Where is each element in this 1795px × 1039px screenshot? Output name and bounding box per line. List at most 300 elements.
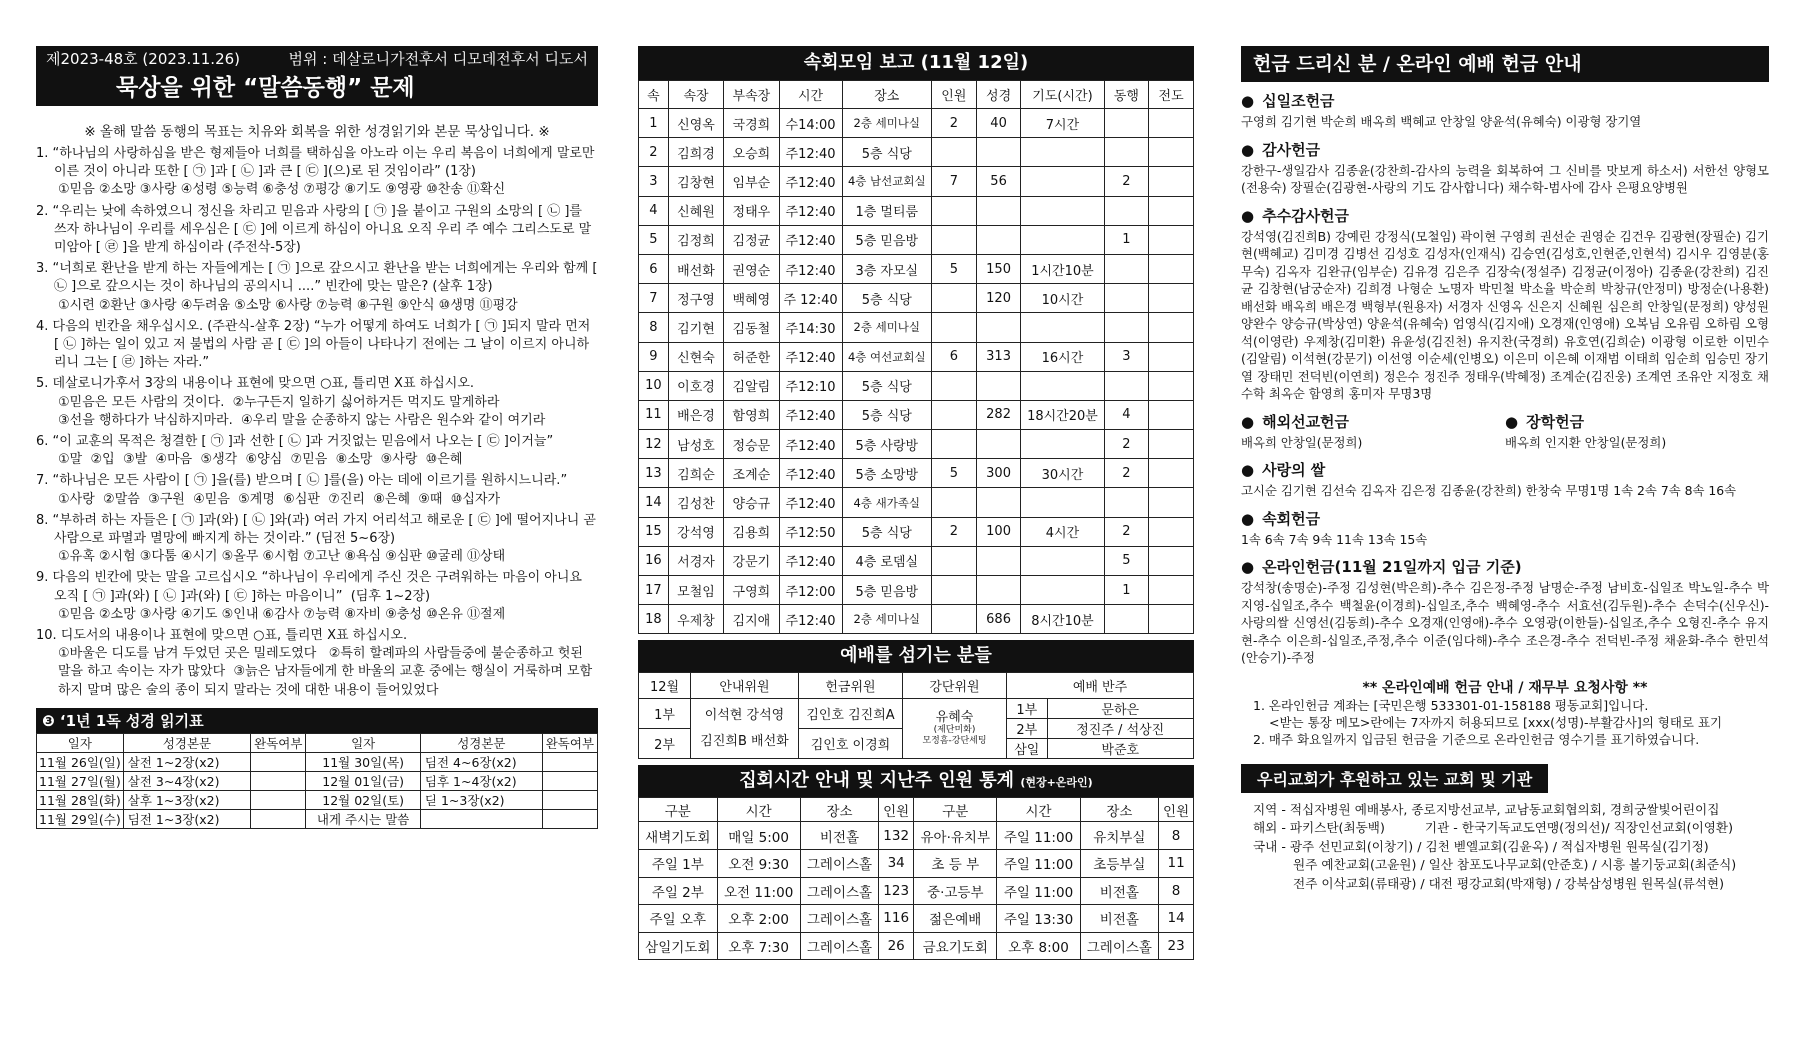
meeting-cell [976, 488, 1021, 517]
schedule-cell: 23 [1159, 932, 1194, 960]
meeting-cell: 5 [1104, 546, 1149, 575]
meeting-cell [1021, 430, 1104, 459]
meeting-cell [1149, 488, 1194, 517]
reading-cell [251, 771, 306, 790]
meeting-cell [976, 546, 1021, 575]
meeting-cell [1021, 167, 1104, 196]
usher-week2: 김진희B 배선화 [700, 733, 789, 749]
schedule-header-cell: 시간 [997, 798, 1080, 822]
reading-cell: 딤전 4~6장(x2) [420, 752, 542, 771]
meeting-cell: 56 [976, 167, 1021, 196]
meeting-cell: 2 [1104, 459, 1149, 488]
meeting-cell [976, 371, 1021, 400]
meeting-cell [1149, 167, 1194, 196]
schedule-cell: 유아·유치부 [914, 822, 997, 850]
meeting-cell: 1 [1104, 576, 1149, 605]
question-text: 6. “이 교훈의 목적은 청결한 [ ㉠ ]과 선한 [ ㉡ ]과 거짓없는 믿음에서 나오는 [ ㉢ ]이거늘” [36, 434, 554, 450]
table-row [639, 167, 1194, 196]
reading-cell: 딛 1~3장(x2) [420, 790, 542, 809]
meeting-cell: 8시간10분 [1021, 605, 1104, 634]
offering-week1: 김인호 김진희A [799, 699, 903, 729]
offering-header: 헌금 드리신 분 / 온라인 예배 헌금 안내 [1241, 46, 1769, 82]
meeting-cell: 김희경 [668, 138, 723, 167]
meeting-cell [1104, 109, 1149, 138]
question-text: 5. 데살로니가후서 3장의 내용이나 표현에 맞으면 ○표, 틀리면 X표 하십시오. [36, 376, 475, 392]
meeting-cell: 주12:00 [779, 576, 842, 605]
table-row [639, 932, 1194, 960]
offering-section [1241, 460, 1769, 500]
meeting-cell [1104, 284, 1149, 313]
schedule-cell: 비전홀 [800, 822, 879, 850]
question-text: 10. 디도서의 내용이나 표현에 맞으면 ○표, 틀리면 X표 하십시오. [36, 628, 408, 644]
reading-header-cell: 완독여부 [542, 733, 597, 752]
meeting-cell: 40 [976, 109, 1021, 138]
meeting-header-cell: 인원 [932, 81, 977, 109]
schedule-cell: 젊은예배 [914, 905, 997, 933]
support-title: 우리교회가 후원하고 있는 교회 및 기관 [1241, 764, 1548, 793]
meeting-cell: 김정희 [668, 225, 723, 254]
issue-number: 제2023-48호 (2023.11.26) [46, 50, 241, 68]
offering-title: ● 온라인헌금(11월 21일까지 입금 기준) [1241, 557, 1769, 577]
meeting-cell [932, 546, 977, 575]
schedule-cell: 새벽기도회 [639, 822, 718, 850]
offering-names: 강석영(김진희B) 강예린 강정식(모철임) 곽이현 구영희 권선순 권영순 김건우 김광현(장필순) 김기현(백혜교) 김미경 김병선 김성호 김성자(인재식) 김승연(김성호,인현준,인현석) 김시우 김영분(홍무숙) 김옥자 김완규(임부순) 김유경 김은주 김장숙(정설주) 김정균(이정아) 김종윤(강찬희) 김진균 김창현(남궁순자) 김희경 나형순 노명자 박민철 박소율 박순희 박창규(안정미) 방정순(나용환) 배선화 배옥희 배은경 백형부(원용자) 서경자 신영옥 신은지 신혜원 심은희 안창일(문정희) 양성원 양완수 양승규(박상연) 양윤석(유혜숙) 엄영식(김지애) 오경재(인영애) 오복님 오유림 오하림 오형석(이영란) 우제창(김미환) 유윤성(김진천) 유지찬(국경희) 유호연(김희순) 이광형 이로한 이민수(김알림) 이석현(강문기) 이선영 이순세(인병오) 이은미 이은혜 이재범 이태희 임순희 임승민 장기열 장태민 전덕빈(이연희) 정은수 정진주 정태우(박혜정) 조계순(김진웅) 조계연 조유안 지정호 채수학 최옥순 함영희 홍미자 무명3명 [1241, 228, 1769, 401]
meeting-cell [1104, 196, 1149, 225]
meeting-cell [1149, 517, 1194, 546]
offering-sections [1241, 91, 1769, 667]
meeting-cell [932, 284, 977, 313]
meeting-cell: 3 [639, 167, 669, 196]
schedule-cell: 11 [1159, 849, 1194, 877]
table-row [639, 400, 1194, 429]
meeting-cell: 4 [1104, 400, 1149, 429]
meeting-cell: 모철임 [668, 576, 723, 605]
meeting-cell [1104, 138, 1149, 167]
meeting-header-cell: 성경 [976, 81, 1021, 109]
reading-cell: 11월 29일(수) [37, 809, 124, 828]
offering-names: 강한구-생일감사 김종윤(강찬희-감사의 능력을 회복하여 그 신비를 맛보게 하소서) 서한선 양형모(전용숙) 장필순(김광현-사랑의 기도 감사합니다) 채수학-범사에 감사 은평요양병원 [1241, 162, 1769, 195]
middle-column [638, 46, 1194, 960]
schedule-cell: 삼일기도회 [639, 932, 718, 960]
table-row [37, 809, 598, 828]
meeting-cell [1149, 459, 1194, 488]
reading-cell: 11월 30일(목) [306, 752, 421, 771]
meeting-cell: 30시간 [1021, 459, 1104, 488]
table-row [639, 225, 1194, 254]
meeting-cell: 김지애 [724, 605, 779, 634]
meeting-cell: 5 [639, 225, 669, 254]
meeting-cell: 5 [932, 459, 977, 488]
acc-label-3: 삼일 [1007, 739, 1047, 759]
servers-week1: 1부 [639, 699, 691, 729]
meeting-header-cell: 장소 [842, 81, 931, 109]
support-item: 원주 예찬교회(고윤원) / 일산 참포도나무교회(안준호) / 시흥 볼기둥교회(최준식) [1253, 857, 1737, 872]
meeting-cell: 5층 식당 [842, 371, 931, 400]
table-row [639, 196, 1194, 225]
table-row [639, 459, 1194, 488]
meeting-cell: 주12:40 [779, 459, 842, 488]
meeting-header-cell: 부속장 [724, 81, 779, 109]
meeting-cell [932, 225, 977, 254]
meeting-cell: 2층 세미나실 [842, 109, 931, 138]
meeting-cell [1149, 430, 1194, 459]
meeting-cell: 구영희 [724, 576, 779, 605]
meeting-cell: 4층 여선교회실 [842, 342, 931, 371]
reading-cell: 살전 1~2장(x2) [123, 752, 250, 771]
question-options: ①시련 ②환난 ③사랑 ④두려움 ⑤소망 ⑥사랑 ⑦능력 ⑧구원 ⑨안식 ⑩생명 ⑪평강 [58, 297, 518, 313]
meeting-cell: 100 [976, 517, 1021, 546]
reading-cell [251, 790, 306, 809]
schedule-cell: 그레이스홀 [800, 849, 879, 877]
question-item [36, 627, 598, 700]
table-row [639, 905, 1194, 933]
question-text: 7. “하나님은 모든 사람이 [ ㉠ ]을(를) 받으며 [ ㉡ ]를(을) 아는 데에 이르기를 원하시느니라.” [36, 473, 568, 489]
schedule-cell: 주일 오후 [639, 905, 718, 933]
reading-cell: 12월 02일(토) [306, 790, 421, 809]
question-list [36, 145, 602, 700]
meeting-cell: 5층 식당 [842, 517, 931, 546]
schedule-header-cell: 구분 [914, 798, 997, 822]
meeting-cell [932, 576, 977, 605]
meeting-cell: 313 [976, 342, 1021, 371]
meeting-cell: 주12:40 [779, 138, 842, 167]
meeting-cell: 4층 새가족실 [842, 488, 931, 517]
meeting-cell: 300 [976, 459, 1021, 488]
offering-title: ● 장학헌금 [1505, 412, 1769, 432]
offering-title: ● 감사헌금 [1241, 140, 1769, 160]
offering-subsection [1505, 412, 1769, 452]
offering-names: 고시순 김기현 김선숙 김옥자 김은정 김종윤(강찬희) 한창숙 무명1명 1속 2속 7속 8속 16속 [1241, 483, 1737, 498]
offering-week2: 김인호 이경희 [799, 729, 903, 759]
meeting-cell: 주12:10 [779, 371, 842, 400]
servers-title: 예배를 섬기는 분들 [638, 640, 1194, 672]
support-item: 해외 - 파키스탄(최동백) 기관 - 한국기독교도연맹(정의선)/ 직장인선교회(이영환) [1253, 820, 1733, 835]
meeting-cell: 이호경 [668, 371, 723, 400]
meeting-cell: 주12:40 [779, 196, 842, 225]
servers-altar-header: 강단위원 [903, 673, 1007, 699]
offering-title: ● 속회헌금 [1241, 509, 1769, 529]
question-options: ①믿음 ②소망 ③사랑 ④기도 ⑤인내 ⑥감사 ⑦능력 ⑧자비 ⑨충성 ⑩온유 ⑪절제 [58, 606, 506, 622]
question-text: 9. 다음의 빈칸에 맞는 말을 고르십시오 “하나님이 우리에게 주신 것은 구려워하는 마음이 아니요 오직 [ ㉠ ]과(와) [ ㉡ ]과(와) [ ㉢ ]하는 마음이니” (딤후 1~2장) [36, 570, 587, 604]
meeting-cell: 15 [639, 517, 669, 546]
meeting-cell: 5층 소망방 [842, 459, 931, 488]
meeting-cell [1149, 605, 1194, 634]
schedule-cell: 그레이스홀 [800, 905, 879, 933]
meeting-cell [932, 138, 977, 167]
table-row [639, 576, 1194, 605]
schedule-cell: 초 등 부 [914, 849, 997, 877]
reading-range: 범위 : 데살로니가전후서 디모데전후서 디도서 [288, 50, 588, 68]
meeting-cell: 1층 멀티룸 [842, 196, 931, 225]
meeting-cell: 4시간 [1021, 517, 1104, 546]
meeting-cell: 함영희 [724, 400, 779, 429]
meeting-cell [1149, 254, 1194, 283]
meeting-cell: 우제창 [668, 605, 723, 634]
schedule-subtitle: (현장+온라인) [1020, 776, 1093, 790]
question-item [36, 375, 598, 430]
meeting-cell: 주12:40 [779, 167, 842, 196]
meeting-report-title: 속회모임 보고 (11월 12일) [638, 46, 1194, 80]
schedule-cell: 14 [1159, 905, 1194, 933]
meeting-cell [976, 576, 1021, 605]
offering-section [1241, 91, 1769, 131]
meeting-cell: 임부순 [724, 167, 779, 196]
schedule-cell: 그레이스홀 [1080, 932, 1159, 960]
meeting-cell: 3 [1104, 342, 1149, 371]
table-row [37, 771, 598, 790]
meeting-cell: 4층 로뎀실 [842, 546, 931, 575]
meeting-cell: 6 [932, 342, 977, 371]
meeting-cell [932, 313, 977, 342]
offering-names: 구영희 김기현 박순희 배옥희 백혜교 안창일 양윤석(유혜숙) 이광형 장기열 [1241, 114, 1642, 129]
acc-name-2: 정진주 / 석상진 [1047, 719, 1193, 739]
offering-title: ● 십일조헌금 [1241, 91, 1769, 111]
schedule-cell: 유치부실 [1080, 822, 1159, 850]
meeting-cell: 7시간 [1021, 109, 1104, 138]
meeting-cell [976, 138, 1021, 167]
offering-section [1241, 557, 1769, 667]
question-text: 3. “너희로 환난을 받게 하는 자들에게는 [ ㉠ ]으로 갚으시고 환난을 받는 너희에게는 우리와 함께 [ ㉡ ]으로 갚으시는 것이 하나님의 공의시니 ....” 빈칸에 맞는 말은? (살후 1장) [36, 261, 602, 295]
meeting-cell: 6 [639, 254, 669, 283]
reading-cell [420, 809, 542, 828]
meeting-cell: 정구영 [668, 284, 723, 313]
meeting-cell: 16시간 [1021, 342, 1104, 371]
servers-offering-header: 헌금위원 [799, 673, 903, 699]
offering-subsection [1241, 412, 1505, 452]
meeting-cell [1149, 138, 1194, 167]
meeting-cell: 5층 식당 [842, 138, 931, 167]
meeting-cell: 주12:40 [779, 342, 842, 371]
meeting-cell [1149, 109, 1194, 138]
reading-cell: 11월 26일(일) [37, 752, 124, 771]
reading-cell: 딤후 1~4장(x2) [420, 771, 542, 790]
online-notice-list [1241, 697, 1769, 748]
meeting-cell: 주12:40 [779, 605, 842, 634]
meeting-cell: 14 [639, 488, 669, 517]
offering-section [1241, 206, 1769, 403]
reading-cell [542, 809, 597, 828]
question-text: 2. “우리는 낮에 속하였으니 정신을 차리고 믿음과 사랑의 [ ㉠ ]을 붙이고 구원의 소망의 [ ㉡ ]를 쓰자 하나님이 우리를 세우심은 [ ㉢ ]에 이르게 하심이 아니요 오직 우리 주 예수 그리스도로 말미암아 [ ㉣ ]을 받게 하심이라 (주전삭-5장) [36, 203, 592, 256]
altar-name: 유혜숙 [935, 709, 974, 725]
meeting-cell: 정승문 [724, 430, 779, 459]
table-row [639, 877, 1194, 905]
meeting-cell [1021, 225, 1104, 254]
reading-cell: 11월 27일(월) [37, 771, 124, 790]
reading-cell: 12월 01일(금) [306, 771, 421, 790]
offering-section [1241, 412, 1769, 452]
schedule-header-cell: 인원 [1159, 798, 1194, 822]
schedule-cell: 주일 11:00 [997, 849, 1080, 877]
schedule-title-bar [638, 765, 1194, 797]
offering-names: 배옥희 인지환 안창일(문정희) [1505, 434, 1667, 450]
reading-plan-title: ❸ ‘1년 1독 성경 읽기표 [36, 708, 598, 733]
meeting-cell: 주12:40 [779, 254, 842, 283]
schedule-header-cell: 장소 [1080, 798, 1159, 822]
meeting-cell [1021, 371, 1104, 400]
schedule-header-cell: 장소 [800, 798, 879, 822]
meeting-cell: 18시간20분 [1021, 400, 1104, 429]
meeting-cell: 김정균 [724, 225, 779, 254]
meeting-cell: 686 [976, 605, 1021, 634]
meeting-cell [1149, 313, 1194, 342]
table-row [639, 138, 1194, 167]
reading-plan-table [36, 733, 598, 829]
meeting-cell: 5층 믿음방 [842, 576, 931, 605]
meeting-cell: 5 [932, 254, 977, 283]
schedule-cell: 116 [879, 905, 914, 933]
meeting-cell [1021, 138, 1104, 167]
meeting-header-cell: 기도(시간) [1021, 81, 1104, 109]
reading-header-cell: 완독여부 [251, 733, 306, 752]
meeting-cell [976, 225, 1021, 254]
meeting-cell: 강석영 [668, 517, 723, 546]
meeting-cell: 권영순 [724, 254, 779, 283]
question-item [36, 512, 601, 567]
altar-setting: 모정흠-강단세팅 [922, 735, 987, 746]
meeting-cell: 4층 남선교회실 [842, 167, 931, 196]
servers-week2: 2부 [639, 729, 691, 759]
meeting-cell: 5층 믿음방 [842, 225, 931, 254]
schedule-header-cell: 시간 [717, 798, 800, 822]
schedule-cell: 중·고등부 [914, 877, 997, 905]
meeting-cell: 수14:00 [779, 109, 842, 138]
table-row [639, 430, 1194, 459]
meeting-cell: 남성호 [668, 430, 723, 459]
meeting-cell: 배은경 [668, 400, 723, 429]
meeting-cell: 1시간10분 [1021, 254, 1104, 283]
meeting-cell [932, 400, 977, 429]
offering-names: 1속 6속 7속 9속 11속 13속 15속 [1241, 531, 1428, 547]
meeting-cell: 2층 세미나실 [842, 313, 931, 342]
meeting-cell: 5층 식당 [842, 400, 931, 429]
meeting-cell: 2 [932, 517, 977, 546]
meeting-cell: 150 [976, 254, 1021, 283]
meeting-cell [1021, 488, 1104, 517]
question-text: 8. “부하려 하는 자들은 [ ㉠ ]과(와) [ ㉡ ]와(과) 여러 가지 어리석고 해로운 [ ㉢ ]에 떨어지나니 곧 사람으로 파멸과 멸망에 빠지게 하는 것이라.” (딤전 5~6장) [36, 512, 601, 547]
offering-section [1241, 509, 1769, 549]
question-item [36, 569, 598, 624]
question-options: ①믿음 ②소망 ③사랑 ④성령 ⑤능력 ⑥충성 ⑦평강 ⑧기도 ⑨영광 ⑩찬송 ⑪확신 [58, 182, 506, 198]
meeting-cell: 2 [639, 138, 669, 167]
table-row [639, 517, 1194, 546]
meeting-cell [932, 488, 977, 517]
meeting-cell: 정태우 [724, 196, 779, 225]
table-row [639, 546, 1194, 575]
table-row [639, 822, 1194, 850]
reading-header-cell: 일자 [37, 733, 124, 752]
offering-title: ● 추수감사헌금 [1241, 206, 1769, 226]
question-item [36, 318, 598, 373]
schedule-cell: 비전홀 [1080, 905, 1159, 933]
meeting-cell [1104, 254, 1149, 283]
meeting-cell [932, 196, 977, 225]
meeting-header-cell: 속장 [668, 81, 723, 109]
schedule-cell: 초등부실 [1080, 849, 1159, 877]
meeting-cell: 2층 세미나실 [842, 605, 931, 634]
schedule-header-cell: 구분 [639, 798, 718, 822]
schedule-cell: 26 [879, 932, 914, 960]
meeting-cell: 국경희 [724, 109, 779, 138]
schedule-cell: 비전홀 [1080, 877, 1159, 905]
table-row [639, 849, 1194, 877]
meeting-cell: 120 [976, 284, 1021, 313]
reading-cell [251, 809, 306, 828]
meeting-cell: 김창현 [668, 167, 723, 196]
schedule-cell: 34 [879, 849, 914, 877]
usher-week1: 이석현 강석영 [704, 707, 785, 723]
meeting-cell [1104, 313, 1149, 342]
meeting-cell: 주12:40 [779, 488, 842, 517]
meeting-cell: 13 [639, 459, 669, 488]
schedule-cell: 132 [879, 822, 914, 850]
reading-cell [251, 752, 306, 771]
schedule-cell: 오전 9:30 [717, 849, 800, 877]
meeting-cell: 282 [976, 400, 1021, 429]
reading-header-cell: 일자 [306, 733, 421, 752]
question-item [36, 433, 598, 469]
meeting-cell: 주12:40 [779, 400, 842, 429]
meeting-cell: 10 [639, 371, 669, 400]
schedule-cell: 오후 8:00 [997, 932, 1080, 960]
offering-names: 강석창(송명순)-주정 김성현(박은희)-추수 김은정-주정 남명순-주정 남비호-십일조 박노일-추수 박지영-십일조,추수 백철윤(이경희)-십일조,추수 백혜영-추수 서효선(김두원)-추수 손덕수(신우신)-사랑의쌀 신영선(김동희)-추수 오경재(인영애)-추수 오영광(이한들)-십일조,추수 오형진-추수 유지현-추수 이은희-십일조,주정,추수 이준(임다해)-추수 조은경-추수 전덕빈-주정 채윤화-추수 한민석(안승기)-주정 [1241, 580, 1769, 665]
meeting-cell [976, 196, 1021, 225]
schedule-cell: 주일 1부 [639, 849, 718, 877]
meeting-cell: 16 [639, 546, 669, 575]
meeting-header-cell: 속 [639, 81, 669, 109]
meeting-header-cell: 시간 [779, 81, 842, 109]
reading-header-cell: 성경본문 [420, 733, 542, 752]
table-row [639, 313, 1194, 342]
meeting-cell [1021, 313, 1104, 342]
question-item [36, 472, 598, 508]
meeting-cell: 신혜원 [668, 196, 723, 225]
question-item [36, 145, 598, 200]
support-list [1241, 801, 1769, 894]
table-row [639, 488, 1194, 517]
meeting-cell: 주12:40 [779, 546, 842, 575]
acc-name-1: 문하은 [1047, 699, 1193, 719]
meeting-cell: 주14:30 [779, 313, 842, 342]
acc-name-3: 박준호 [1047, 739, 1193, 759]
reading-cell [542, 771, 597, 790]
reading-cell: 살후 1~3장(x2) [123, 790, 250, 809]
reading-cell: 살전 3~4장(x2) [123, 771, 250, 790]
notice-item: <받는 통장 메모>란에는 7자까지 허용되므로 [xxx(성명)-부활감사]의 형태로 표기 [1269, 714, 1723, 730]
meeting-cell [976, 430, 1021, 459]
support-item: 국내 - 광주 선민교회(이창기) / 김천 벧엘교회(김윤옥) / 적십자병원 원목실(김기정) [1253, 838, 1709, 854]
schedule-cell: 주일 11:00 [997, 877, 1080, 905]
notice-item: 2. 매주 화요일까지 입금된 헌금을 기준으로 온라인헌금 영수기를 표기하였습니다. [1253, 731, 1700, 747]
meeting-cell [1104, 371, 1149, 400]
offering-title: ● 사랑의 쌀 [1241, 460, 1769, 480]
servers-usher-header: 안내위원 [691, 673, 799, 699]
meeting-cell: 1 [1104, 225, 1149, 254]
table-row [639, 254, 1194, 283]
table-row [639, 605, 1194, 634]
meeting-cell: 1 [639, 109, 669, 138]
question-item [36, 260, 602, 315]
schedule-cell: 그레이스홀 [800, 877, 879, 905]
schedule-cell: 주일 11:00 [997, 822, 1080, 850]
meeting-cell: 4 [639, 196, 669, 225]
meeting-cell: 허준한 [724, 342, 779, 371]
accompanist-table [1007, 699, 1193, 758]
meeting-cell: 11 [639, 400, 669, 429]
meeting-cell: 주12:40 [779, 225, 842, 254]
online-notice-title: ** 온라인예배 헌금 안내 / 재무부 요청사항 ** [1362, 679, 1648, 696]
meeting-cell: 신영옥 [668, 109, 723, 138]
acc-label-2: 2부 [1007, 719, 1047, 739]
